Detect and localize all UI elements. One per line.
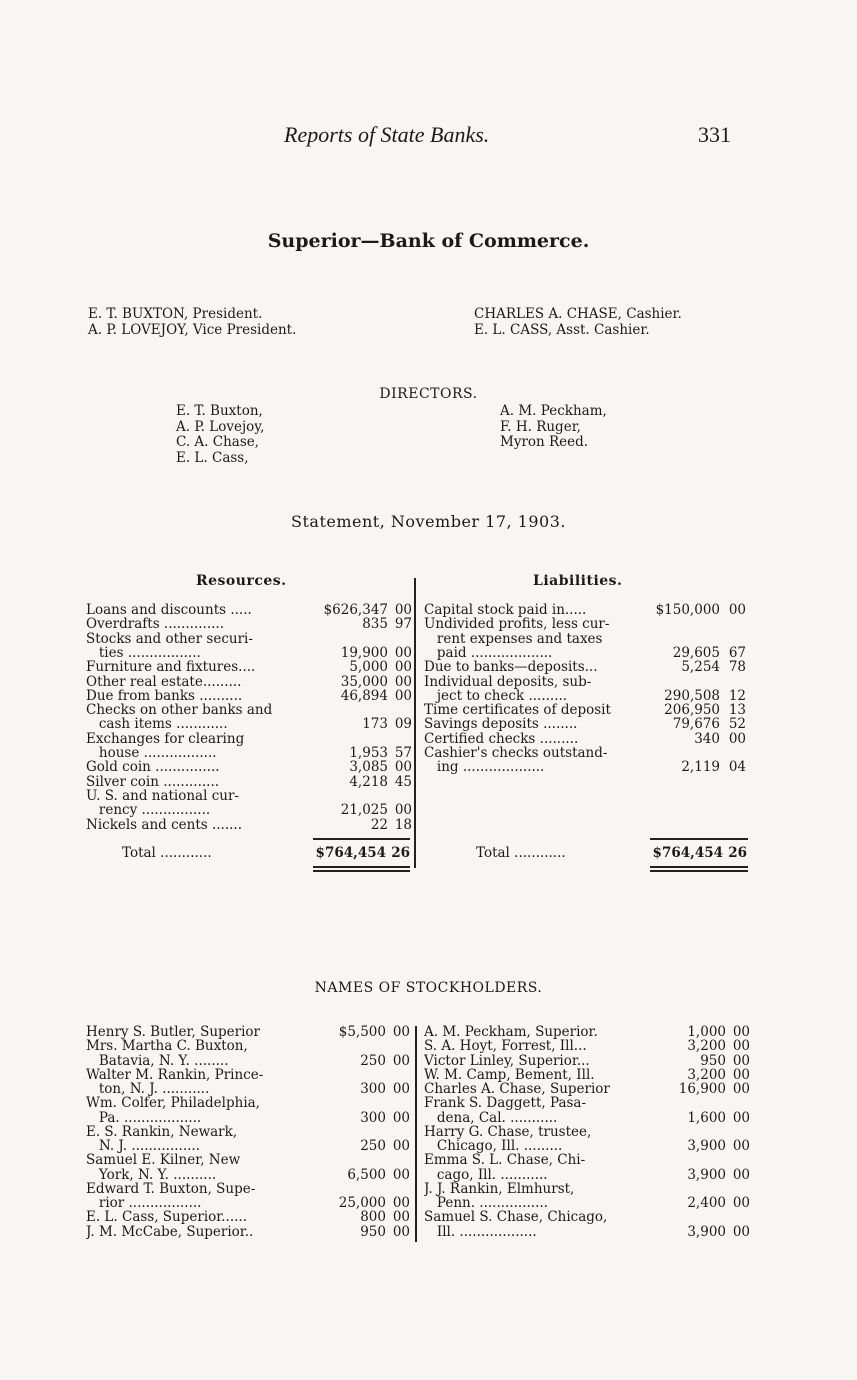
stockholder-row-cents: 00 [732,1052,750,1069]
stockholder-row [86,1168,412,1182]
resource-row-amount: 22 [370,816,388,833]
liabilities-heading: Liabilities. [533,573,623,589]
stockholder-row [86,1096,412,1110]
resource-row-label: Checks on other banks and [86,703,273,718]
resources-total-amount: $764,454 [315,845,386,861]
stockholder-row-label: Walter M. Rankin, Prince- [86,1067,264,1083]
resource-row [86,617,414,631]
stockholder-row-label: A. M. Peckham, Superior. [424,1025,598,1040]
stockholder-row [86,1068,412,1082]
stockholder-row-cents: 00 [392,1209,410,1226]
resource-row [86,732,414,746]
liability-row-label: Cashier's checks outstand- [424,746,608,761]
resource-row-cents: 00 [394,687,412,704]
stockholder-row [86,1139,412,1153]
stockholder-row-cents: 00 [732,1195,750,1211]
liability-row-amount: 2,119 [681,759,720,776]
stockholder-row [424,1025,752,1039]
liability-row-label: Undivided profits, less cur- [424,617,610,632]
resource-row-amount: 35,000 [340,673,388,690]
resource-row-label: Loans and discounts ..... [86,603,252,618]
resource-row-label: Due from banks .......... [86,688,243,704]
stockholder-row-label: Emma S. L. Chase, Chi- [424,1153,586,1168]
stockholder-row-label: Batavia, N. Y. ........ [86,1053,229,1068]
liability-row-label: Due to banks—deposits... [424,660,598,675]
liability-row-label: paid ................... [424,645,553,661]
liabilities-total-cents: 26 [728,845,747,861]
stockholder-row [424,1153,752,1167]
stockholder-row-amount: $5,500 [338,1024,386,1040]
stockholder-row-amount: 1,600 [687,1109,726,1126]
stockholder-row-amount: 3,900 [687,1138,726,1154]
stockholder-row-cents: 00 [392,1195,410,1211]
stockholder-row [86,1196,412,1210]
stockholder-row-cents: 00 [392,1166,410,1183]
resource-row-label: Silver coin ............. [86,774,220,789]
resources-total-cents: 26 [391,845,410,861]
liability-row-cents: 00 [728,602,746,618]
liability-row [424,746,748,760]
resource-row [86,689,414,703]
stockholder-row-cents: 00 [732,1223,750,1240]
stockholder-row-amount: 950 [700,1052,726,1069]
liability-row [424,660,748,674]
stockholder-row-amount: 1,000 [687,1024,726,1040]
resource-row-amount: $626,347 [323,602,388,618]
resource-row [86,760,414,774]
resource-row-cents: 18 [394,816,412,833]
officers-left [88,306,296,338]
director-name: E. L. Cass, [176,449,249,466]
stockholder-row [86,1082,412,1096]
officer-asst-cashier: E. L. CASS, Asst. Cashier. [474,322,650,338]
stockholder-row [424,1139,752,1153]
stockholder-row-cents: 00 [732,1066,750,1083]
stockholder-row-label: Frank S. Daggett, Pasa- [424,1096,587,1111]
stockholder-row-label: Samuel S. Chase, Chicago, [424,1210,608,1225]
liability-row-label: Certified checks ......... [424,731,579,746]
stockholder-row [86,1125,412,1139]
stockholder-row-label: Pa. .................. [86,1110,202,1125]
stockholder-row-label: E. L. Cass, Superior...... [86,1210,247,1225]
liability-row [424,732,748,746]
stockholder-row [424,1082,752,1096]
resource-row-label: Nickels and cents ....... [86,817,243,832]
stockholder-row-label: N. J. ................ [86,1139,201,1154]
liability-row-cents: 13 [728,702,746,719]
resource-row-label: U. S. and national cur- [86,788,239,804]
stockholder-row-cents: 00 [392,1024,410,1040]
stockholder-row-cents: 00 [732,1081,750,1097]
liability-row-amount: $150,000 [655,602,720,618]
stockholder-row [86,1054,412,1068]
stockholder-row [424,1054,752,1068]
liability-row [424,646,748,660]
resource-row-cents: 00 [394,602,412,618]
officer-president: E. T. BUXTON, President. [88,306,263,322]
liabilities-total-row [476,846,751,860]
stockholder-row [86,1182,412,1196]
stockholder-row-cents: 00 [732,1109,750,1126]
resource-row-label: Overdrafts .............. [86,617,224,632]
stockholder-row-amount: 3,200 [687,1066,726,1083]
resource-row [86,703,414,717]
resource-row-cents: 09 [394,716,412,733]
liability-row-cents: 04 [728,759,746,776]
liability-row-label: rent expenses and taxes [424,631,603,646]
liability-row [424,717,748,731]
stockholder-row [424,1225,752,1239]
liabilities-total-label: Total ............ [476,846,566,861]
liability-row-amount: 5,254 [681,659,720,676]
director-name: Myron Reed. [500,434,589,450]
resource-row [86,717,414,731]
resource-row-label: rency ................ [86,803,211,818]
running-header-title: Reports of State Banks. [284,122,490,147]
stockholder-row-label: Victor Linley, Superior... [424,1053,590,1068]
stockholder-row-amount: 250 [360,1138,386,1154]
stockholder-row-amount: 2,400 [687,1195,726,1211]
resource-row [86,746,414,760]
stockholder-row-amount: 25,000 [338,1195,386,1211]
resource-row [86,603,414,617]
stockholder-row-amount: 300 [360,1081,386,1097]
stockholder-row-amount: 3,900 [687,1223,726,1240]
liability-row-cents: 67 [728,644,746,661]
resources-heading: Resources. [196,573,287,589]
stockholder-row [86,1025,412,1039]
stockholder-row [424,1182,752,1196]
stockholder-row-cents: 00 [392,1052,410,1069]
stockholder-row-amount: 250 [360,1052,386,1069]
liability-row-cents: 12 [728,687,746,704]
resource-row-cents: 00 [394,759,412,776]
stockholder-row [86,1225,412,1239]
stockholder-row-amount: 16,900 [678,1081,726,1097]
stockholder-row [424,1068,752,1082]
resources-total-label: Total ............ [122,846,212,861]
stockholder-row-label: ton, N. J. ........... [86,1082,210,1097]
liability-row-cents: 78 [728,659,746,676]
resource-row-amount: 46,894 [340,687,388,704]
resources-total-rule [313,838,410,840]
stockholder-row [424,1039,752,1053]
resource-row-amount: 21,025 [340,802,388,819]
stockholder-row-label: Wm. Colfer, Philadelphia, [86,1096,260,1111]
resource-row-label: house ................. [86,746,217,761]
liability-row-amount: 79,676 [672,716,720,733]
stockholder-row [424,1196,752,1210]
liability-row [424,760,748,774]
liability-row-amount: 29,605 [672,644,720,661]
director-name: A. M. Peckham, [500,403,607,419]
stockholder-row-amount: 6,500 [347,1166,386,1183]
liability-row-amount: 340 [694,730,720,747]
liability-row-label: Individual deposits, sub- [424,674,592,689]
liability-row-label: ject to check ......... [424,688,568,704]
liability-row [424,689,748,703]
statement-column-divider [414,578,416,868]
stockholder-row-label: W. M. Camp, Bement, Ill. [424,1067,595,1083]
officers-right [474,306,682,338]
resource-row-label: Gold coin ............... [86,760,220,775]
resource-row [86,775,414,789]
stockholder-row [424,1096,752,1110]
stockholder-row-amount: 3,900 [687,1166,726,1183]
stockholder-row [424,1125,752,1139]
resource-row-amount: 5,000 [349,659,388,676]
resource-row-amount: 173 [362,716,388,733]
stockholder-row-label: Mrs. Martha C. Buxton, [86,1039,248,1054]
resource-row [86,789,414,803]
statement-title: Statement, November 17, 1903. [291,512,566,531]
liabilities-total-rule [650,838,748,840]
stockholder-row-cents: 00 [392,1109,410,1126]
stockholder-row-label: York, N. Y. .......... [86,1167,217,1182]
director-name: A. P. Lovejoy, [176,418,265,435]
liability-row [424,617,748,631]
resource-row-label: cash items ............ [86,717,228,732]
page-number: 331 [698,122,731,147]
resource-row [86,632,414,646]
stockholder-row [424,1111,752,1125]
resource-row-cents: 00 [394,673,412,690]
resource-row-cents: 00 [394,802,412,819]
stockholder-row [86,1153,412,1167]
stockholder-row-label: Penn. ................ [424,1196,548,1211]
resource-row-amount: 1,953 [349,745,388,761]
stockholder-row-label: rior ................. [86,1196,202,1211]
director-name: E. T. Buxton, [176,403,263,419]
stockholder-row-label: Chicago, Ill. ......... [424,1139,563,1154]
stockholder-row [86,1210,412,1224]
resource-row-cents: 00 [394,659,412,676]
resources-total-double-rule [313,870,410,872]
stockholder-row-amount: 800 [360,1209,386,1226]
resource-row-cents: 45 [394,773,412,790]
stockholder-row-cents: 00 [732,1038,750,1055]
stockholders-column-divider [415,1026,417,1242]
resource-row-label: Exchanges for clearing [86,731,245,746]
stockholder-row-label: Charles A. Chase, Superior [424,1082,610,1097]
stockholder-row-cents: 00 [732,1138,750,1154]
stockholder-row-label: S. A. Hoyt, Forrest, Ill... [424,1039,587,1054]
liability-row-amount: 206,950 [664,702,720,719]
resource-row [86,818,414,832]
directors-heading: DIRECTORS. [379,386,478,402]
stockholder-row-cents: 00 [392,1081,410,1097]
resource-row-label: ties ................. [86,645,201,661]
resource-row [86,660,414,674]
liability-row-label: ing ................... [424,760,545,775]
resource-row-cents: 97 [394,616,412,633]
officer-vice-president: A. P. LOVEJOY, Vice President. [88,322,297,338]
stockholder-row-label: dena, Cal. ........... [424,1110,558,1125]
stockholders-heading: NAMES OF STOCKHOLDERS. [314,980,543,996]
stockholder-row-label: J. M. McCabe, Superior.. [86,1224,254,1239]
liabilities-total-amount: $764,454 [652,845,723,861]
stockholder-row [424,1168,752,1182]
resource-row-amount: 3,085 [349,759,388,776]
liability-row [424,632,748,646]
liabilities-total-double-rule [650,866,748,868]
director-name: C. A. Chase, [176,434,260,450]
stockholder-row-amount: 300 [360,1109,386,1126]
bank-name: Superior—Bank of Commerce. [267,230,590,252]
liability-row [424,603,748,617]
stockholder-row-label: cago, Ill. ........... [424,1167,548,1182]
stockholder-row-label: J. J. Rankin, Elmhurst, [424,1181,575,1197]
stockholder-row [86,1111,412,1125]
resource-row [86,803,414,817]
stockholder-row-label: E. S. Rankin, Newark, [86,1124,238,1140]
directors-left [176,404,264,466]
liabilities-total-double-rule [650,870,748,872]
liability-row-cents: 00 [728,730,746,747]
liability-row-amount: 290,508 [664,687,720,704]
resource-row [86,675,414,689]
liability-row-cents: 52 [728,716,746,733]
stockholder-row-cents: 00 [392,1223,410,1240]
stockholder-row-label: Edward T. Buxton, Supe- [86,1181,256,1197]
stockholder-row [86,1039,412,1053]
resource-row-label: Furniture and fixtures.... [86,660,256,675]
liability-row [424,675,748,689]
stockholder-row-cents: 00 [732,1024,750,1040]
stockholder-row-amount: 950 [360,1223,386,1240]
resources-total-double-rule [313,866,410,868]
liability-row-label: Capital stock paid in..... [424,603,587,618]
stockholder-row [424,1210,752,1224]
resource-row-amount: 19,900 [340,644,388,661]
resource-row-cents: 57 [394,745,412,761]
resources-total-row [122,846,412,860]
liability-row-label: Savings deposits ........ [424,717,578,732]
resource-row-label: Other real estate......... [86,674,242,689]
resource-row-label: Stocks and other securi- [86,631,253,646]
stockholder-row-label: Samuel E. Kilner, New [86,1153,241,1168]
stockholder-row-label: Harry G. Chase, trustee, [424,1124,592,1140]
resource-row [86,646,414,660]
liability-row [424,703,748,717]
directors-right [500,404,607,451]
stockholder-row-label: Henry S. Butler, Superior [86,1025,261,1040]
liability-row-label: Time certificates of deposit [424,703,611,718]
stockholder-row-cents: 00 [732,1166,750,1183]
stockholder-row-amount: 3,200 [687,1038,726,1055]
stockholder-row-label: Ill. .................. [424,1224,537,1239]
stockholder-row-cents: 00 [392,1138,410,1154]
officer-cashier: CHARLES A. CHASE, Cashier. [474,306,682,322]
resource-row-amount: 835 [362,616,388,633]
resource-row-cents: 00 [394,644,412,661]
resource-row-amount: 4,218 [349,773,388,790]
director-name: F. H. Ruger, [500,418,581,435]
